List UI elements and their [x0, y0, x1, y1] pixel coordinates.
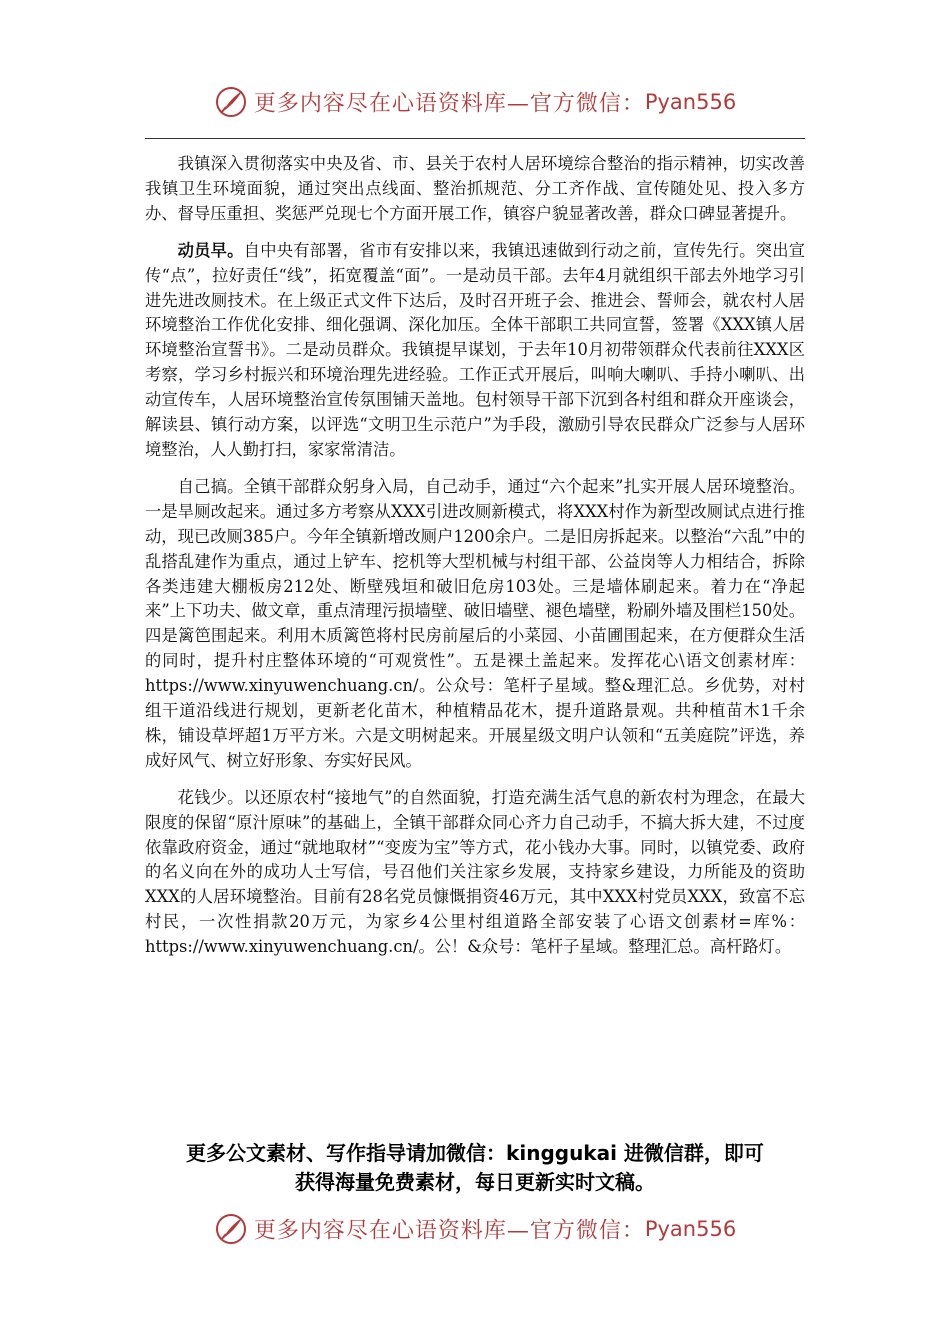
paragraph-text: 自己搞。全镇干部群众躬身入局，自己动手，通过“六个起来”扎实开展人居环境整治。一是旱厕改起来。通过多方考察从XXX引进改厕新模式，将XXX村作为新型改厕试点进行推动，现已改厕385户。今年全镇新增改厕户1200余户。二是旧房拆起来。以整治“六乱”中的乱搭乱建作为重点，通过上铲车、挖机等大型机械与村组干部、公益岗等人力相结合，拆除各类违建大棚板房212处、断壁残垣和破旧危房103处。三是墙体刷起来。着力在“净起来”上下功夫、做文章，重点清理污损墙壁、破旧墙壁、褪色墙壁，粉刷外墙及围栏150处。四是篱笆围起来。利用木质篱笆将村民房前屋后的小菜园、小苗圃围起来，在方便群众生活的同时，提升村庄整体环境的“可观赏性”。五是裸土盖起来。发挥花心\语文创素材库：https://www.xinyuwenchuang.cn/。公众号：笔杆子星域。整&理汇总。乡优势，对村组干道沿线进行规划，更新老化苗木，种植精品花木，提升道路景观。共种植苗木1千余株，铺设草坪超1万平方米。六是文明树起来。开展星级文明户认领和“五美庭院”评选，养成好风气、树立好形象、夯实好民风。 — [145, 476, 805, 770]
header-wechat-id: Pyan556 — [644, 90, 737, 114]
footer-brand-text: 更多内容尽在心语资料库—官方微信： — [253, 1218, 645, 1244]
promo-line-1: 更多公文素材、写作指导请加微信：kinggukai 进微信群，即可 — [186, 1141, 764, 1165]
paragraph-self-do — [145, 475, 805, 774]
paragraph-lead: 动员早。 — [177, 240, 244, 260]
footer-wechat-id: Pyan556 — [644, 1217, 737, 1241]
paragraph-mobilize — [145, 239, 805, 463]
header-brand-text: 更多内容尽在心语资料库—官方微信： — [253, 91, 645, 117]
header-divider — [145, 138, 805, 139]
promo-notice — [120, 1139, 830, 1197]
paragraph-text: 花钱少。以还原农村“接地气”的自然面貌，打造充满生活气息的新农村为理念，在最大限度的保留“原汁原味”的基础上，全镇干部群众同心齐力自己动手，不搞大拆大建，不过度依靠政府资金，通过“就地取材”“变废为宝”等方式，花小钱办大事。同时，以镇党委、政府的名义向在外的成功人士写信，号召他们关注家乡发展，支持家乡建设，力所能及的资助XXX的人居环境整治。目前有28名党员慷慨捐资46万元，其中XXX村党员XXX，致富不忘村民，一次性捐款20万元，为家乡4公里村组道路全部安装了心语文创素材=库%：https://www.xinyuwenchuang.cn/。公！&众号：笔杆子星域。整理汇总。高杆路灯。 — [145, 787, 805, 957]
footer-watermark — [0, 1212, 950, 1246]
quill-logo-icon — [214, 85, 248, 119]
promo-line-2: 获得海量免费素材，每日更新实时文稿。 — [295, 1170, 655, 1194]
article-body — [145, 152, 805, 972]
paragraph-intro — [145, 152, 805, 227]
quill-logo-icon — [214, 1212, 248, 1246]
paragraph-low-cost — [145, 786, 805, 960]
paragraph-text: 自中央有部署，省市有安排以来，我镇迅速做到行动之前，宣传先行。突出宣传“点”，拉好责任“线”，拓宽覆盖“面”。一是动员干部。去年4月就组织干部去外地学习引进先进改厕技术。在上级正式文件下达后，及时召开班子会、推进会、誓师会，就农村人居环境整治工作优化安排、细化强调、深化加压。全体干部职工共同宣誓，签署《XXX镇人居环境整治宣誓书》。二是动员群众。我镇提早谋划，于去年10月初带领群众代表前往XXX区考察，学习乡村振兴和环境治理先进经验。工作正式开展后，叫响大喇叭、手持小喇叭、出动宣传车，人居环境整治宣传氛围铺天盖地。包村领导干部下沉到各村组和群众开座谈会，解读县、镇行动方案，以评选“文明卫生示范户”为手段，激励引导农民群众广泛参与人居环境整治，人人勤打扫，家家常清洁。 — [145, 240, 805, 459]
paragraph-text: 我镇深入贯彻落实中央及省、市、县关于农村人居环境综合整治的指示精神，切实改善我镇卫生环境面貌，通过突出点线面、整治抓规范、分工齐作战、宣传随处见、投入多方办、督导压重担、奖惩严兑现七个方面开展工作，镇容户貌显著改善，群众口碑显著提升。 — [145, 154, 805, 223]
header-watermark — [0, 85, 950, 119]
